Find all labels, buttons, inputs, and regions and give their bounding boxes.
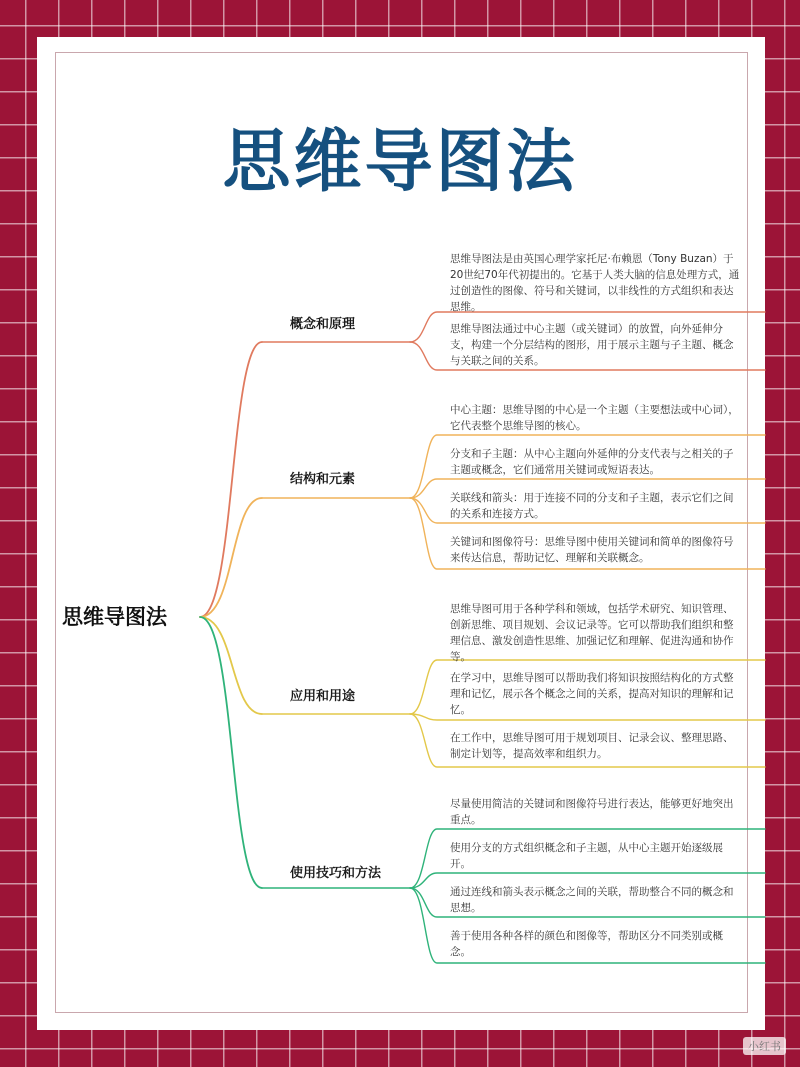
- root-connector-0: [200, 342, 262, 617]
- root-node: 思维导图法: [62, 605, 167, 629]
- leaf-tips-2: 使用分支的方式组织概念和子主题，从中心主题开始逐级展开。: [450, 842, 723, 870]
- watermark-badge: 小红书: [743, 1037, 786, 1055]
- branch-label-concept: 概念和原理: [290, 317, 356, 332]
- branch-label-structure: 结构和元素: [290, 472, 356, 487]
- branch-label-tips: 使用技巧和方法: [290, 866, 382, 881]
- leaf-application-2: 在学习中，思维导图可以帮助我们将知识按照结构化的方式整理和记忆，展示各个概念之间的关系，提高对知识的理解和记忆。: [450, 672, 734, 716]
- root-connector-2: [200, 617, 262, 714]
- leaf-concept-2: 思维导图法通过中心主题（或关键词）的放置，向外延伸分支，构建一个分层结构的图形，用于展示主题与子主题、概念与关联之间的关系。: [450, 323, 734, 367]
- leaf-tips-3: 通过连线和箭头表示概念之间的关联，帮助整合不同的概念和思想。: [450, 886, 734, 914]
- leaf-structure-1: 中心主题：思维导图的中心是一个主题（主要想法或中心词），它代表整个思维导图的核心。: [450, 404, 739, 432]
- leaf-application-3: 在工作中，思维导图可用于规划项目、记录会议、整理思路、制定计划等，提高效率和组织力。: [450, 732, 734, 760]
- leaf-tips-4: 善于使用各种各样的颜色和图像等，帮助区分不同类别或概念。: [450, 930, 723, 958]
- root-connector-1: [200, 498, 262, 617]
- leaf-structure-3: 关联线和箭头：用于连接不同的分支和子主题，表示它们之间的关系和连接方式。: [450, 492, 734, 520]
- leaf-tips-1: 尽量使用简洁的关键词和图像符号进行表达，能够更好地突出重点。: [450, 798, 734, 826]
- leaf-structure-2: 分支和子主题：从中心主题向外延伸的分支代表与之相关的子主题或概念，它们通常用关键词或短语表达。: [450, 448, 734, 476]
- page-title: 思维导图法: [222, 123, 578, 202]
- branch-label-application: 应用和用途: [290, 689, 356, 704]
- leaf-application-1: 思维导图可用于各种学科和领域，包括学术研究、知识管理、创新思维、项目规划、会议记录等。它可以帮助我们组织和整理信息、激发创造性思维、加强记忆和理解、促进沟通和协作等。: [450, 603, 734, 663]
- root-connector-3: [200, 617, 262, 888]
- leaf-concept-1: 思维导图法是由英国心理学家托尼·布赖恩（Tony Buzan）于20世纪70年代初提出的。它基于人类大脑的信息处理方式，通过创造性的图像、符号和关键词，以非线性的方式组织和表达思维。: [450, 253, 740, 313]
- leaf-structure-4: 关键词和图像符号：思维导图中使用关键词和简单的图像符号来传达信息，帮助记忆、理解和关联概念。: [450, 536, 734, 564]
